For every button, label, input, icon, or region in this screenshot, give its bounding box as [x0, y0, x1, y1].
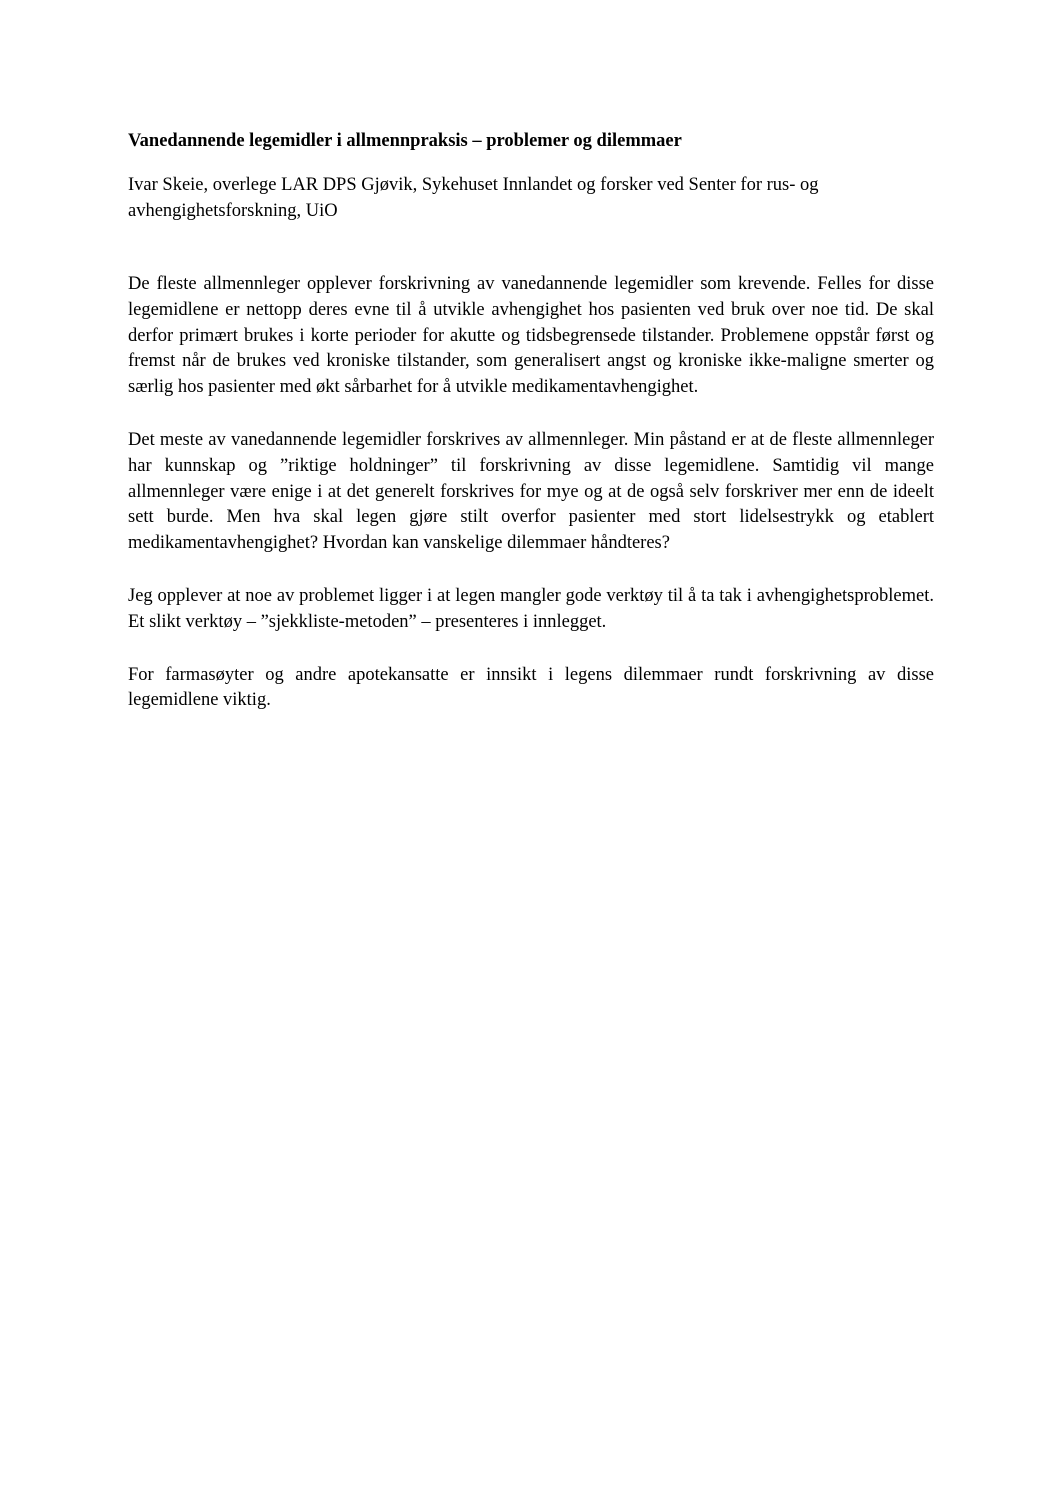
document-body [128, 128, 934, 714]
paragraph-prescribing: Det meste av vanedannende legemidler forskrives av allmennleger. Min påstand er at de fleste allmennleger har kunnskap og ”riktige holdninger” til forskrivning av disse legemidlene. Samtidig vil mange allmennleger være enige i at det generelt forskrives for mye og at de også selv forskriver mer enn de ideelt sett burde. Men hva skal legen gjøre stilt overfor pasienter med stort lidelsestrykk og etablert medikamentavhengighet? Hvordan kan vanskelige dilemmaer håndteres? [128, 429, 934, 554]
document-title: Vanedannende legemidler i allmennpraksis – problemer og dilemmaer [128, 131, 682, 151]
author-byline: Ivar Skeie, overlege LAR DPS Gjøvik, Sykehuset Innlandet og forsker ved Senter for rus- og avhengighetsforskning, UiO [128, 175, 819, 221]
paragraph-tools: Jeg opplever at noe av problemet ligger i at legen mangler gode verktøy til å ta tak i avhengighetsproblemet. Et slikt verktøy – ”sjekkliste-metoden” – presenteres i innlegget. [128, 585, 934, 632]
paragraph-intro: De fleste allmennleger opplever forskrivning av vanedannende legemidler som krevende. Felles for disse legemidlene er nettopp deres evne til å utvikle avhengighet hos pasienten ved bruk over noe tid. De skal derfor primært brukes i korte perioder for akutte og tidsbegrensede tilstander. Problemene oppstår først og fremst når de brukes ved kroniske tilstander, som generalisert angst og kroniske ikke-maligne smerter og særlig hos pasienter med økt sårbarhet for å utvikle medikamentavhengighet. [128, 274, 934, 398]
paragraph-pharmacists: For farmasøyter og andre apotekansatte er innsikt i legens dilemmaer rundt forskrivning av disse legemidlene viktig. [128, 664, 934, 711]
